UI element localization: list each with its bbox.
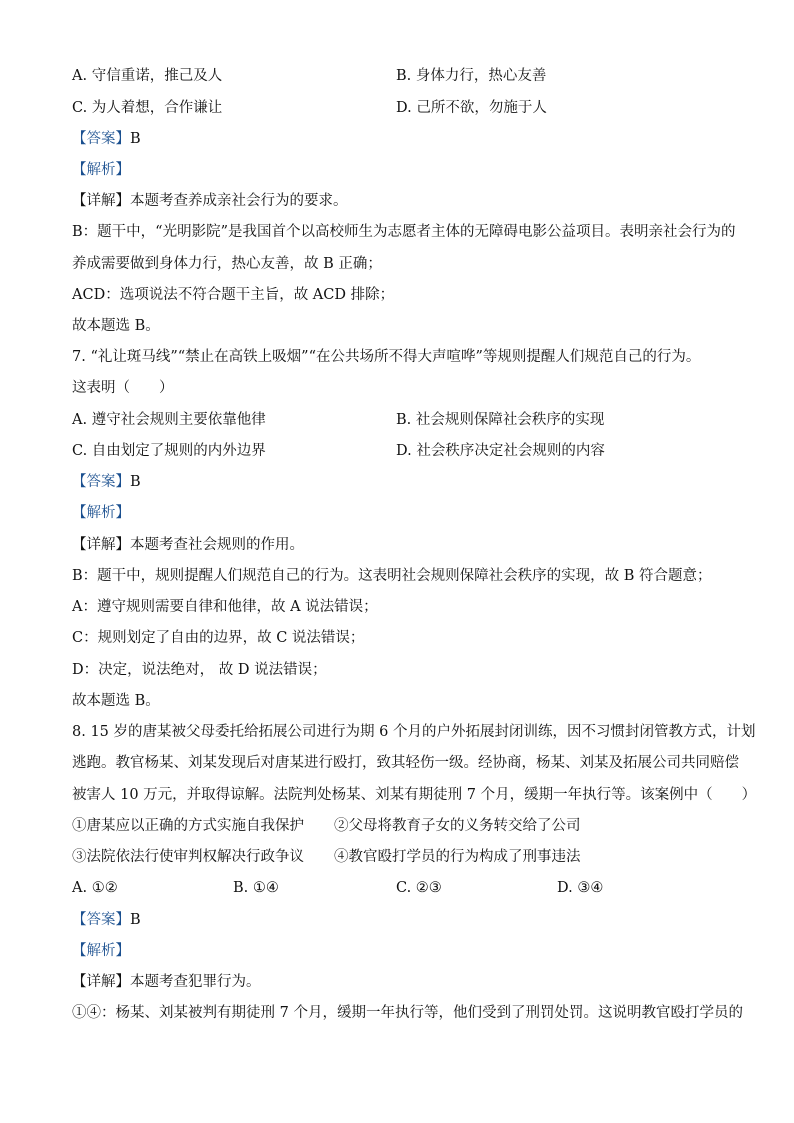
q7-analysis-heading	[72, 503, 130, 523]
q8-option-c: C. ②③	[396, 880, 442, 896]
q8-statement-3: ③法院依法行使审判权解决行政争议	[72, 849, 304, 865]
q6-option-c: C. 为人着想，合作谦让	[72, 100, 223, 116]
q8-option-a: A. ①②	[72, 880, 118, 896]
q8-detail	[72, 972, 261, 992]
q8-stem-line3: 被害人 10 万元，并取得谅解。法院判处杨某、刘某有期徒刑 7 个月，缓期一年执行等。该案例中（ ）	[72, 787, 757, 803]
answer-tag: 【答案】	[72, 474, 130, 490]
q8-statement-4: ④教官殴打学员的行为构成了刑事违法	[334, 849, 581, 865]
q7-conclusion: 故本题选 B。	[72, 693, 160, 709]
q7-stem-line1: 7. “礼让斑马线”“禁止在高铁上吸烟”“在公共场所不得大声喧哗”等规则提醒人们规范自己的行为。	[72, 349, 701, 365]
q7-answer	[72, 472, 141, 492]
q7-option-d: D. 社会秩序决定社会规则的内容	[396, 443, 605, 459]
detail-tag: 【详解】	[72, 537, 130, 553]
analysis-tag: 【解析】	[72, 505, 130, 521]
answer-value: B	[130, 912, 141, 928]
detail-tag: 【详解】	[72, 974, 130, 990]
answer-tag: 【答案】	[72, 912, 130, 928]
q7-option-b: B. 社会规则保障社会秩序的实现	[396, 412, 605, 428]
detail-text: 本题考查养成亲社会行为的要求。	[130, 193, 348, 209]
q6-explanation-b-line1: B：题干中，“光明影院”是我国首个以高校师生为志愿者主体的无障碍电影公益项目。表明亲社会行为的	[72, 224, 736, 240]
q7-explanation-c: C：规则划定了自由的边界，故 C 说法错误；	[72, 630, 365, 646]
q6-conclusion: 故本题选 B。	[72, 318, 160, 334]
q6-detail	[72, 191, 348, 211]
q8-stem-line2: 逃跑。教官杨某、刘某发现后对唐某进行殴打，致其轻伤一级。经协商，杨某、刘某及拓展公司共同赔偿	[72, 755, 739, 771]
answer-value: B	[130, 131, 141, 147]
q7-option-c: C. 自由划定了规则的内外边界	[72, 443, 266, 459]
q8-analysis-heading	[72, 941, 130, 961]
answer-tag: 【答案】	[72, 131, 130, 147]
analysis-tag: 【解析】	[72, 943, 130, 959]
detail-text: 本题考查犯罪行为。	[130, 974, 261, 990]
detail-tag: 【详解】	[72, 193, 130, 209]
analysis-tag: 【解析】	[72, 162, 130, 178]
q6-option-d: D. 己所不欲，勿施于人	[396, 100, 547, 116]
q7-explanation-a: A：遵守规则需要自律和他律，故 A 说法错误；	[72, 599, 378, 615]
q6-option-b: B. 身体力行，热心友善	[396, 68, 547, 84]
q7-option-a: A. 遵守社会规则主要依靠他律	[72, 412, 266, 428]
q7-detail	[72, 535, 304, 555]
q6-analysis-heading	[72, 160, 130, 180]
q6-option-a: A. 守信重诺，推己及人	[72, 68, 223, 84]
q7-explanation-b: B：题干中，规则提醒人们规范自己的行为。这表明社会规则保障社会秩序的实现，故 B 符合题意；	[72, 568, 712, 584]
q6-explanation-acd: ACD：选项说法不符合题干主旨，故 ACD 排除；	[72, 287, 395, 303]
q8-option-d: D. ③④	[557, 880, 604, 896]
q8-answer	[72, 910, 141, 930]
q7-stem-line2: 这表明（ ）	[72, 380, 174, 396]
q8-statement-1: ①唐某应以正确的方式实施自我保护	[72, 818, 304, 834]
q8-stem-line1: 8. 15 岁的唐某被父母委托给拓展公司进行为期 6 个月的户外拓展封闭训练，因不习惯封闭管教方式，计划	[72, 724, 756, 740]
q8-explanation-14: ①④：杨某、刘某被判有期徒刑 7 个月，缓期一年执行等，他们受到了刑罚处罚。这说明教官殴打学员的	[72, 1005, 743, 1021]
detail-text: 本题考查社会规则的作用。	[130, 537, 304, 553]
q8-statement-2: ②父母将教育子女的义务转交给了公司	[334, 818, 581, 834]
q7-explanation-d: D：决定，说法绝对， 故 D 说法错误；	[72, 662, 327, 678]
q6-explanation-b-line2: 养成需要做到身体力行，热心友善，故 B 正确；	[72, 256, 382, 272]
q6-answer	[72, 129, 141, 149]
answer-value: B	[130, 474, 141, 490]
q8-option-b: B. ①④	[233, 880, 279, 896]
